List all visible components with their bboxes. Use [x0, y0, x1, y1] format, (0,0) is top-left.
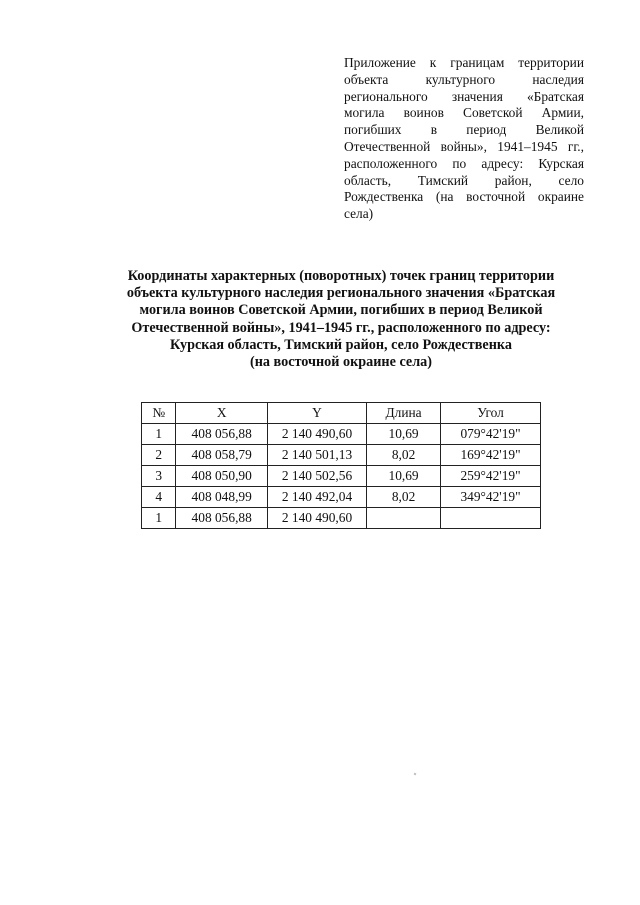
coordinates-table — [141, 402, 541, 529]
cell-angle: 169°42'19" — [441, 445, 541, 466]
table-header-row — [142, 403, 541, 424]
cell-angle: 079°42'19" — [441, 424, 541, 445]
cell-angle: 259°42'19" — [441, 466, 541, 487]
cell-number: 1 — [142, 424, 176, 445]
title-line: Курская область, Тимский район, село Рождественка — [170, 336, 512, 353]
title-line: объекта культурного наследия регионального значения «Братская — [126, 285, 556, 302]
title-line: Координаты характерных (поворотных) точек границ территории — [127, 268, 555, 284]
cell-y: 2 140 490,60 — [267, 424, 366, 445]
cell-length: 10,69 — [367, 466, 441, 487]
cell-number: 1 — [142, 508, 176, 529]
cell-x: 408 056,88 — [176, 424, 267, 445]
cell-y: 2 140 490,60 — [267, 508, 366, 529]
cell-y: 2 140 501,13 — [267, 445, 366, 466]
title-line: могила воинов Советской Армии, погибших в период Великой — [139, 302, 543, 319]
cell-x: 408 048,99 — [176, 487, 267, 508]
cell-length — [367, 508, 441, 529]
cell-y: 2 140 502,56 — [267, 466, 366, 487]
cell-number: 3 — [142, 466, 176, 487]
document-title — [96, 268, 586, 371]
table-row — [142, 508, 541, 529]
cell-length: 10,69 — [367, 424, 441, 445]
column-header-number: № — [142, 403, 176, 424]
cell-x: 408 050,90 — [176, 466, 267, 487]
cell-angle — [441, 508, 541, 529]
table-row — [142, 445, 541, 466]
table-row — [142, 424, 541, 445]
cell-angle: 349°42'19" — [441, 487, 541, 508]
column-header-y: Y — [267, 403, 366, 424]
appendix-note: Приложение к границам территории объекта культурного наследия регионального значения «Братская могила воинов Советской Армии, погибших в период Великой Отечественной войны», 1941–1945 гг., расположенного по адресу: Курская область, Тимский район, село Рождественка (на восточной окраине села) — [344, 55, 584, 222]
title-line: (на восточной окраине села) — [250, 354, 432, 371]
cell-length: 8,02 — [367, 445, 441, 466]
cell-x: 408 058,79 — [176, 445, 267, 466]
scan-speck — [414, 773, 417, 776]
title-line: Отечественной войны», 1941–1945 гг., расположенного по адресу: — [131, 319, 551, 336]
cell-x: 408 056,88 — [176, 508, 267, 529]
cell-y: 2 140 492,04 — [267, 487, 366, 508]
cell-number: 2 — [142, 445, 176, 466]
column-header-angle: Угол — [441, 403, 541, 424]
column-header-length: Длина — [367, 403, 441, 424]
table-row — [142, 487, 541, 508]
table-row — [142, 466, 541, 487]
column-header-x: X — [176, 403, 267, 424]
cell-length: 8,02 — [367, 487, 441, 508]
cell-number: 4 — [142, 487, 176, 508]
